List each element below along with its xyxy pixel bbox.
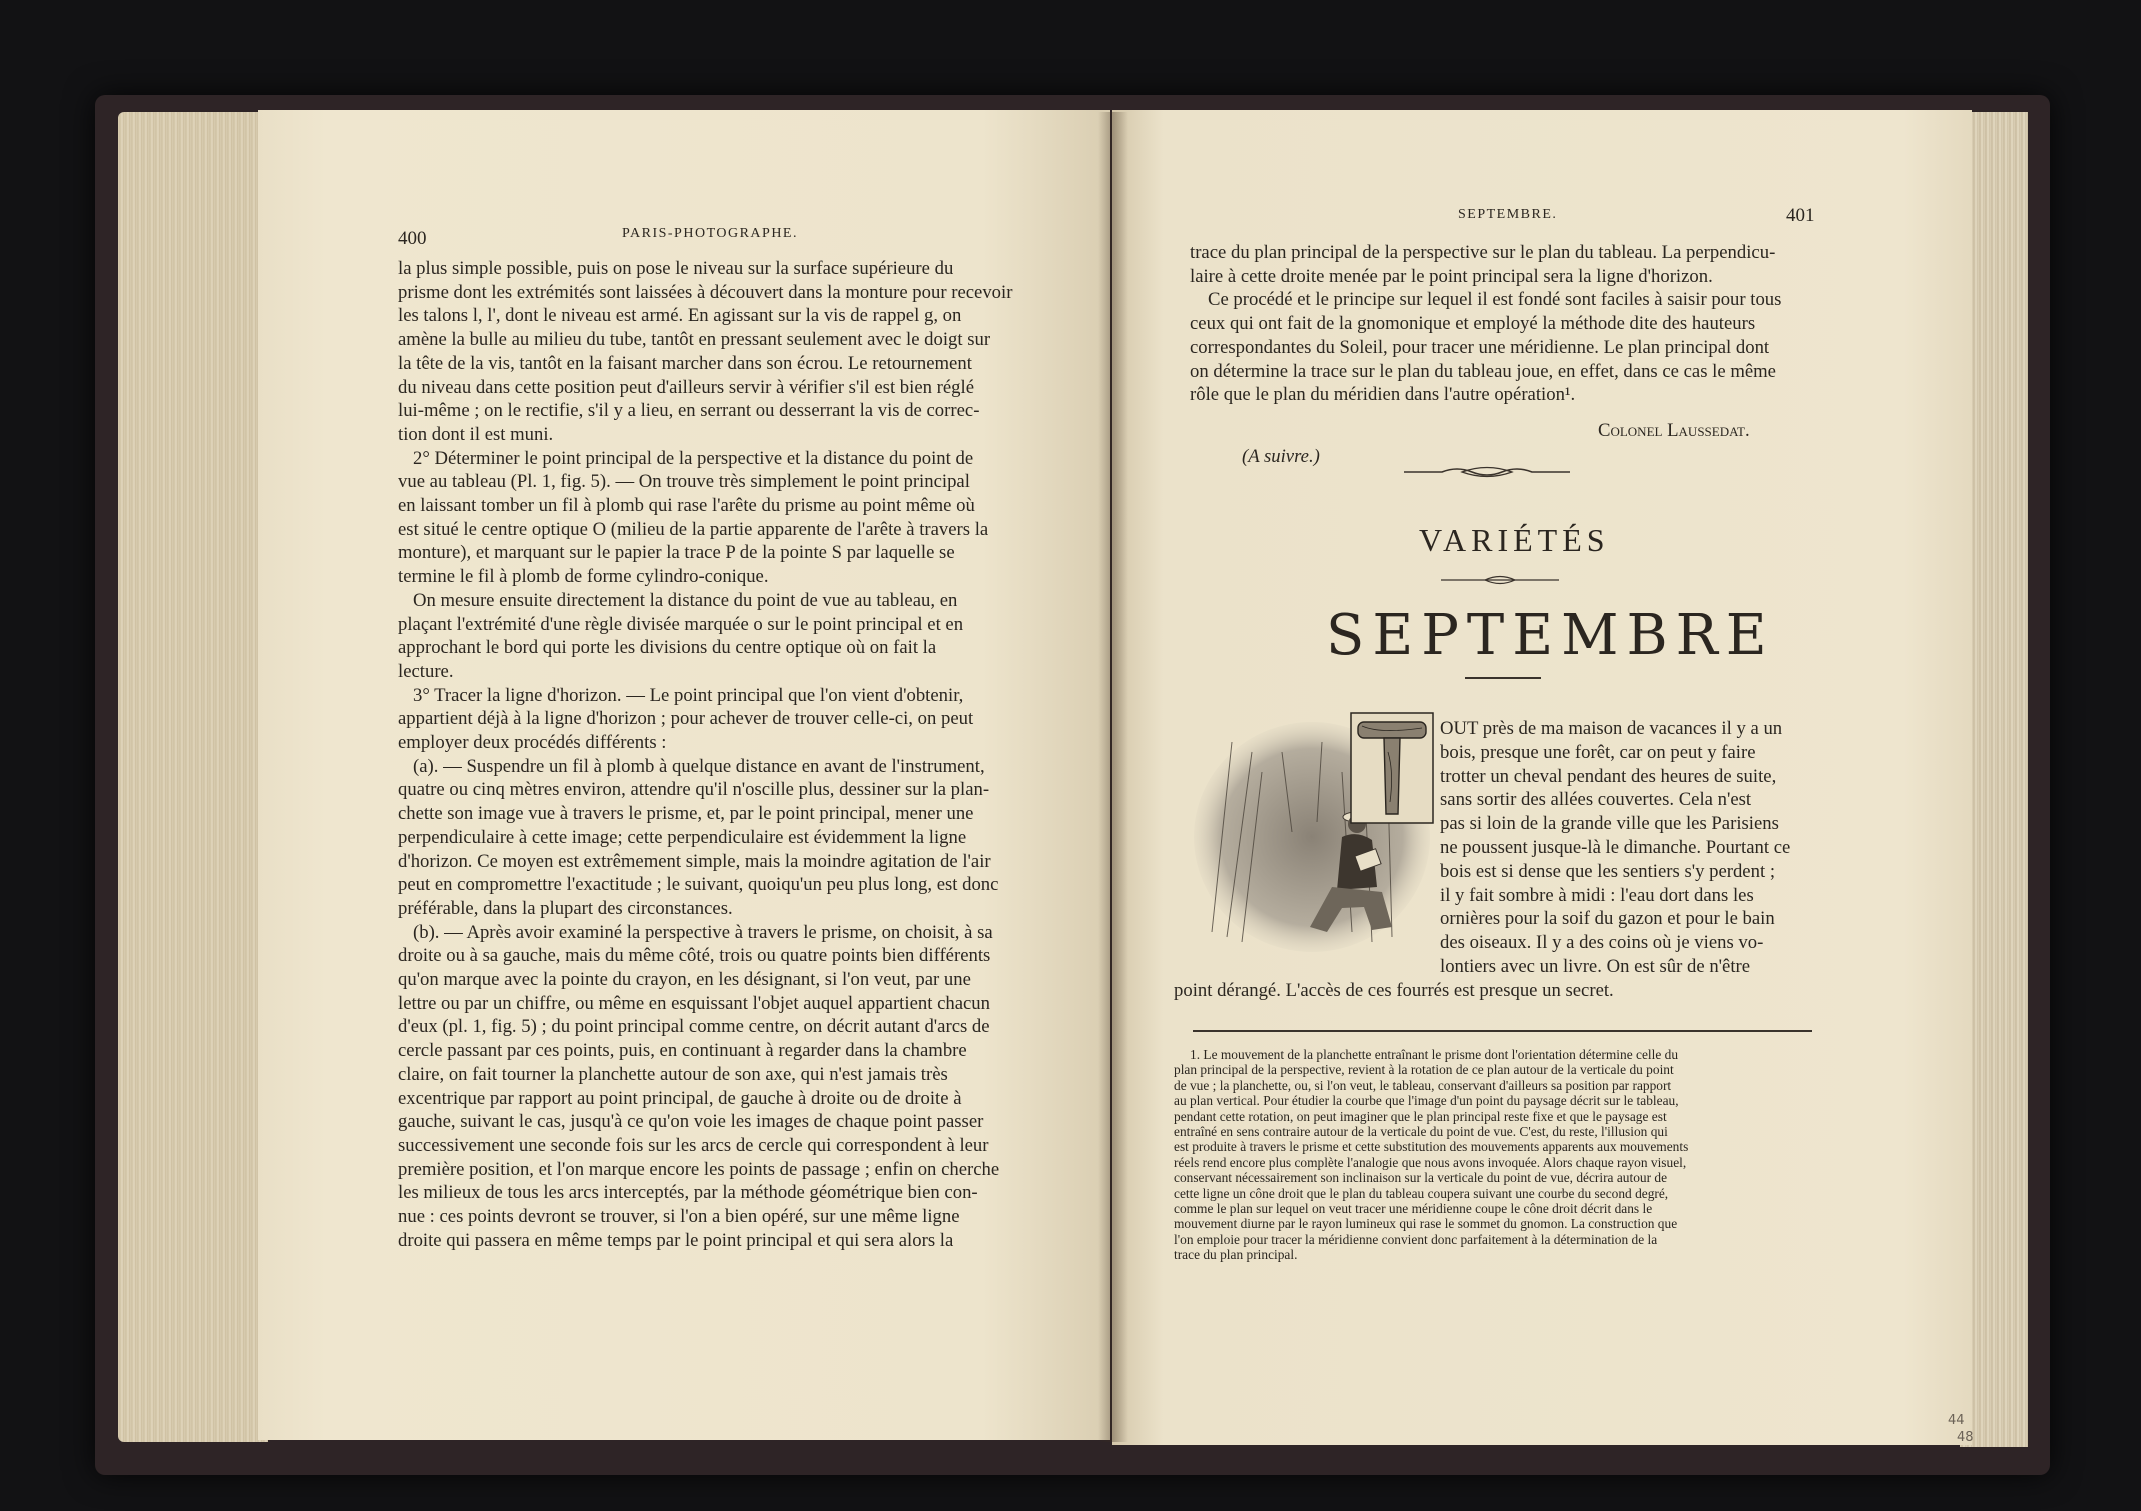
text-line: bois est si dense que les sentiers s'y perdent ; — [1440, 860, 1776, 882]
text-line: trace du plan principal de la perspective sur le plan du tableau. La perpendicu- — [1190, 242, 1776, 263]
footnote-line: cette ligne un cône droit que le plan du tableau coupera suivant une courbe du second degré, — [1174, 1185, 1669, 1201]
text-line: On mesure ensuite directement la distance du point de vue au tableau, en — [413, 589, 958, 611]
drop-cap-t — [1350, 712, 1434, 824]
page-edges-left — [118, 112, 268, 1442]
text-line: il y fait sombre à midi : l'eau dort dans les — [1440, 884, 1754, 906]
text-line: tion dont il est muni. — [398, 423, 554, 445]
text-line: cercle passant par ces points, puis, en continuant à regarder dans la chambre — [398, 1040, 967, 1062]
text-line: point dérangé. L'accès de ces fourrés est presque un secret. — [1174, 979, 1614, 1001]
text-line: approchant le bord qui porte les divisions du centre optique où on fait la — [398, 637, 937, 659]
text-line: 3° Tracer la ligne d'horizon. — Le point principal que l'on vient d'obtenir, — [413, 684, 964, 706]
text-line: excentrique par rapport au point principal, de gauche à droite ou de droite à — [398, 1087, 962, 1109]
text-line: lecture. — [398, 660, 454, 682]
footnote-line: est produite à travers le prisme et cette substitution des mouvements apparents aux mouvements — [1174, 1139, 1689, 1155]
text-line: (b). — Après avoir examiné la perspective à travers le prisme, on choisit, à sa — [413, 921, 993, 943]
text-line: laire à cette droite menée par le point principal sera la ligne d'horizon. — [1190, 265, 1713, 287]
footnote-line: trace du plan principal. — [1174, 1247, 1298, 1263]
text-line: quatre ou cinq mètres environ, attendre qu'il n'oscille plus, dessiner sur la plan- — [398, 779, 990, 801]
text-line: nue : ces points devront se trouver, si l'on a bien opéré, sur une même ligne — [398, 1206, 960, 1227]
text-line: lui-même ; on le rectifie, s'il y a lieu, en serrant ou desserrant la vis de correc- — [398, 400, 980, 422]
text-line: du niveau dans cette position peut d'ailleurs servir à vérifier s'il est bien réglé — [398, 376, 975, 398]
text-line: d'horizon. Ce moyen est extrêmement simple, mais la moindre agitation de l'air — [398, 850, 991, 872]
text-line: monture), et marquant sur le papier la trace P de la pointe S par laquelle se — [398, 542, 955, 564]
title-underline — [1465, 677, 1541, 679]
article-title: SEPTEMBRE — [1326, 603, 1775, 668]
text-line: les talons l, l', dont le niveau est armé. En agissant sur la vis de rappel g, on — [398, 305, 962, 327]
text-line: sans sortir des allées couvertes. Cela n'est — [1440, 789, 1752, 811]
text-line: appartient déjà à la ligne d'horizon ; pour achever de trouver celle-ci, on peut — [398, 708, 974, 730]
text-line: Ce procédé et le principe sur lequel il est fondé sont faciles à saisir pour tous — [1208, 289, 1782, 311]
text-line: amène la bulle au milieu du tube, tantôt en pressant seulement avec le doigt sur — [398, 329, 991, 351]
text-line: est situé le centre optique O (milieu de la partie apparente de l'arête à travers la — [398, 518, 989, 540]
footnote-line: comme le plan sur lequel on veut tracer une méridienne coupe le cône droit décrit dans le — [1174, 1201, 1653, 1216]
text-line: ornières pour la soif du gazon et pour le bain — [1440, 908, 1775, 930]
text-line: lettre ou par un chiffre, ou même en esquissant l'objet auquel appartient chacun — [398, 992, 990, 1014]
running-head-right: SEPTEMBRE. — [1458, 207, 1558, 222]
text-line: préférable, dans la plupart des circonstances. — [398, 897, 733, 919]
text-line: vue au tableau (Pl. 1, fig. 5). — On trouve très simplement le point principal — [398, 471, 970, 493]
text-line: droite qui passera en même temps par le point principal et qui sera alors la — [398, 1229, 954, 1251]
text-line: termine le fil à plomb de forme cylindro-conique. — [398, 566, 769, 588]
text-line: la plus simple possible, puis on pose le niveau sur la surface supérieure du — [398, 258, 954, 279]
page-number-left: 400 — [398, 228, 427, 249]
text-line: en laissant tomber un fil à plomb qui rase l'arête du prisme au point même où — [398, 495, 975, 516]
running-head-left: PARIS-PHOTOGRAPHE. — [622, 226, 798, 241]
ornament-divider-top — [1402, 463, 1572, 481]
text-line: rôle que le plan du méridien dans l'autre opération¹. — [1190, 384, 1576, 406]
text-line: prisme dont les extrémités sont laissées à découvert dans la monture pour recevoir — [398, 281, 1013, 303]
text-line: la tête de la vis, tantôt en la faisant marcher dans son écrou. Le retournement — [398, 352, 972, 374]
to-be-continued: (A suivre.) — [1242, 446, 1320, 467]
drop-cap-letter: T — [1388, 774, 1396, 785]
text-line: correspondantes du Soleil, pour tracer une méridienne. Le plan principal dont — [1190, 336, 1770, 358]
text-line: (a). — Suspendre un fil à plomb à quelque distance en avant de l'instrument, — [413, 755, 985, 777]
text-line: d'eux (pl. 1, fig. 5) ; du point principal comme centre, on décrit autant d'arcs de — [398, 1016, 990, 1038]
pencil-mark-2: 48 — [1957, 1430, 1974, 1445]
footnote-separator — [1193, 1030, 1812, 1032]
text-line: pas si loin de la grande ville que les Parisiens — [1440, 813, 1779, 835]
footnote-line: plan principal de la perspective, revient à la rotation de ce plan autour de la verticale du point — [1174, 1062, 1674, 1078]
text-line: perpendiculaire à cette image; cette perpendiculaire est évidemment la ligne — [398, 826, 967, 848]
signature: Colonel Laussedat. — [1598, 420, 1750, 441]
section-heading: VARIÉTÉS — [1419, 522, 1610, 558]
text-line: 2° Déterminer le point principal de la perspective et la distance du point de — [413, 447, 974, 469]
footnote-line: 1. Le mouvement de la planchette entraînant le prisme dont l'orientation détermine celle du — [1190, 1047, 1679, 1062]
text-line: ceux qui ont fait de la gnomonique et employé la méthode dite des hauteurs — [1190, 313, 1756, 335]
ornament-divider-small — [1439, 573, 1561, 587]
text-line: claire, on fait tourner la planchette autour de son axe, qui n'est jamais très — [398, 1063, 948, 1085]
footnote-line: l'on emploie pour tracer la méridienne convient donc parfaitement à la détermination de la — [1174, 1231, 1658, 1247]
footnote-line: réels rend encore plus complète l'analogie que nous avons invoquée. Alors chaque rayon visuel, — [1174, 1154, 1687, 1170]
text-line: OUT près de ma maison de vacances il y a un — [1440, 718, 1783, 739]
text-line: les milieux de tous les arcs interceptés, par la méthode géométrique bien con- — [398, 1182, 978, 1204]
footnote-line: au plan vertical. Pour étudier la courbe que l'image d'un point du paysage décrit sur le tableau, — [1174, 1093, 1679, 1109]
footnote-line: de vue ; la planchette, ou, si l'on veut, le tableau, conservant d'ailleurs sa position par rapport — [1174, 1077, 1672, 1093]
text-line: plaçant l'extrémité d'une règle divisée marquée o sur le point principal et en — [398, 613, 964, 635]
text-line: gauche, suivant le cas, jusqu'à ce qu'on voie les images de chaque point passer — [398, 1111, 984, 1133]
text-line: bois, presque une forêt, car on peut y faire — [1440, 741, 1756, 763]
text-line: trotter un cheval pendant des heures de suite, — [1440, 765, 1777, 787]
text-line: lontiers avec un livre. On est sûr de n'être — [1440, 956, 1751, 977]
pencil-mark-1: 44 — [1948, 1413, 1965, 1428]
footnote-line: entraîné en sens contraire autour de la verticale du point de vue. C'est, du reste, l'illusion qui — [1174, 1124, 1668, 1139]
page-number-right: 401 — [1786, 205, 1815, 226]
footnote-line: conservant nécessairement son inclinaison sur la verticale du point de vue, décrira autour de — [1174, 1170, 1668, 1186]
text-line: employer deux procédés différents : — [398, 732, 667, 753]
text-line: on détermine la trace sur le plan du tableau joue, en effet, dans ce cas le même — [1190, 360, 1776, 382]
footnote-line: mouvement diurne par le rayon lumineux qui rase le sommet du gnomon. La construction que — [1174, 1216, 1678, 1232]
text-line: première position, et l'on marque encore les points de passage ; enfin on cherche — [398, 1158, 1000, 1180]
text-line: chette son image vue à travers le prisme, et, par le point principal, mener une — [398, 803, 974, 825]
text-line: successivement une seconde fois sur les arcs de cercle qui correspondent à leur — [398, 1134, 989, 1156]
text-line: ne poussent jusque-là le dimanche. Pourtant ce — [1440, 837, 1791, 858]
footnote-line: pendant cette rotation, on peut imaginer que le plan principal reste fixe et que le paysage est — [1174, 1108, 1667, 1124]
book-gutter — [1098, 112, 1128, 1442]
text-line: peut en compromettre l'exactitude ; le suivant, quoiqu'un peu plus long, est donc — [398, 874, 999, 896]
text-line: qu'on marque avec la pointe du crayon, en les désignant, si l'on veut, par une — [398, 969, 971, 990]
text-line: droite ou à sa gauche, mais du même côté, trois ou quatre points bien différents — [398, 945, 991, 967]
text-line: des oiseaux. Il y a des coins où je viens vo- — [1440, 932, 1764, 954]
